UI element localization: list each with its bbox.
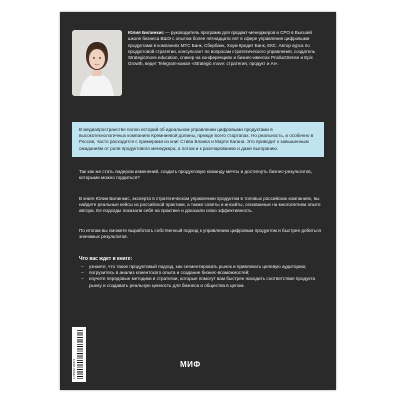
description-paragraph-2: По итогам вы сможете выработать собственный подход к управлению цифровым продуктом и быстрее добиться значимых результатов. [79,228,321,240]
author-bio [128,30,324,68]
lead-question: Так как же стать лидером изменений, создать продуктовую команду мечты и достигнуть бизнес-результатов, которыми можно гордиться? [79,169,312,181]
list-item: – узнаете, что такое продуктовый подход, как сегментировать рынок и привлекать целевую аудиторию; [81,264,307,269]
author-portrait-image [72,30,122,96]
list-item: – изучите передовые методики и стратегии, которые помогут вам быстрее находить соответствие продукта рынку и создавать реальную ценность для бизнеса и общества в целом. [81,276,316,288]
isbn-barcode [72,327,86,382]
barcode-icon [72,327,86,382]
isbn-number: 9 785002 149079 [73,358,76,379]
description-paragraph-1: В книге Юлии Билинкис, эксперта в стратегическом управлении продуктом в топовых российских компаниях, вы найдете реальные кейсы из российской практики, а также советы и инсайты, основанные на многолетнем опыте автора. Ее подходы показали себя на практике и доказали свою эффективность. [79,196,321,214]
list-item: – погрузитесь в анализ клиентского опыта и создание бизнес-возможностей; [81,270,250,276]
book-back-cover [60,12,336,390]
author-name: Юлия Билинкис [128,30,164,35]
author-photo [72,30,122,96]
intro-box: В медиапространстве полно историй об идеальном управлении цифровыми продуктами в высокотехнологичных компаниях Кремниевой долины, прежде всего стартапах. Но реальность, и особенно в России, часто расходится с примерами из книг Стива Бланка и Марти Кагана. Это приводит к завышенным ожиданиям от роли продуктового менеджера, а потом и к разочарованию и даже выгоранию. [72,122,324,157]
benefits-list [79,264,323,289]
list-title: Что вас ждет в книге: [79,256,133,262]
author-bio-text: — руководитель программ для продакт-менеджеров и CPO в Высшей школе бизнеса ВШЭ с опытом более пятнадцати лет в сфере управления цифровыми продуктами в компаниях МТС Банк, Сбербанк, Хоум Кредит Банк, ЕКС. Автор курса по продуктовой стратегии, консультант по вопросам стратегического управления, создатель Strategicmove.education, спикер на конференциях и бизнес-ивентах ProductSense и Epic Growth, ведет Telegram-канал «Strategic move: стратегия, продукт и AI». [128,30,316,67]
publisher-logo: МИФ [180,360,201,369]
author-section [72,30,324,112]
